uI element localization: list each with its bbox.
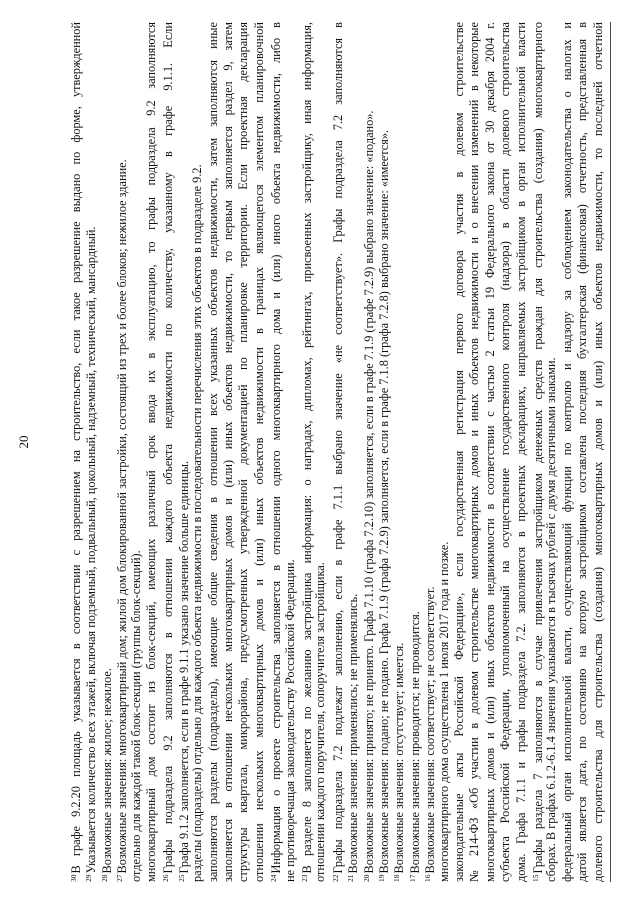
text-line [576, 22, 588, 882]
text-line [453, 22, 465, 882]
line-text: разделы (подразделы) отдельно для каждого объекта недвижимости в последовательности перечисления этих объектов в подразделе 9.2. [190, 164, 205, 882]
line-text: федеральный орган исполнительной власти, осуществляющий функции по контролю и надзору за соблюдением законодательства о налогах и [559, 22, 574, 882]
text-line [407, 22, 421, 882]
line-text: датой является дата, по состоянию на которую застройщиком составлена последняя бухгалтерская (финансовая) отчетность, представленная в [575, 22, 590, 882]
line-text: В графе 9.2.20 площадь указывается в соответствии с разрешением на строительство, если такое разрешение выдано по форме, утвержденной [69, 22, 83, 874]
footnote-number: 25 [176, 874, 186, 882]
footnote-number: 15 [531, 874, 540, 882]
text-line [222, 22, 234, 882]
line-text: многоквартирный дом состоит из блок-секций, имеющих различный срок ввода их в эксплуатацию, то графы подраздела 9.2 заполняются [144, 22, 158, 882]
text-line [114, 22, 128, 882]
line-text: многоквартирных домов и (или) иных объектов недвижимости в соответствии с частью 2 статьи 19 Федерального закона от 30 декабря 2004 г. [482, 22, 497, 882]
footnote-number: 19 [377, 874, 386, 882]
text-line [592, 22, 604, 882]
line-text: субъекта Российской Федерации, уполномоченный на осуществление государственного контроля (надзора) в области долевого строительства [498, 22, 513, 882]
line-text: отношении нескольких многоквартирных домов и (или) иных объектов недвижимости в границах являющегося элементом планировочной [251, 22, 266, 882]
footnote-number: 26 [161, 874, 171, 882]
page-number: 20 [16, 435, 31, 449]
text-line [68, 22, 82, 882]
text-line [330, 22, 344, 882]
text-line [268, 22, 282, 882]
text-line [422, 22, 436, 882]
line-text: Графы раздела 7 заполняются в случае привлечения застройщиком денежных средств граждан для строительства (создания) многоквартирного [531, 22, 545, 874]
text-line [83, 22, 97, 882]
line-text: Возможные значения: подано; не подано. Графа 7.1.9 (графа 7.2.9) заполняется, если в графе 7.1.8 (графа 7.2.8) выбрано значение: «имеется». [377, 129, 391, 874]
line-text: многоквартирного дома осуществлена 1 июля 2017 года и позже. [436, 541, 451, 882]
text-line [207, 22, 219, 882]
line-text: Возможные значения: принято; не принято. Графа 7.1.10 (графа 7.2.10) заполняется, если в графе 7.1.9 (графе 7.2.9) выбрано значение: «подано». [361, 110, 376, 874]
text-line [191, 22, 203, 882]
footnote-number: 24 [269, 874, 279, 882]
line-text: Возможные значения: соответствует; не соответствует. [423, 586, 438, 874]
footnote-number: 16 [423, 874, 433, 882]
line-text: Графа 9.1.2 заполняется, если в графе 9.1.1 указано значение больше единицы. [176, 460, 191, 874]
line-text: Графы подраздела 9.2 заполняются в отношении каждого объекта недвижимости по количеству, указанному в графе 9.1.1. Если [161, 22, 176, 874]
footnote-number: 27 [115, 874, 125, 882]
line-text: Графы подраздела 7.2 подлежат заполнению, если в графе 7.1.1 выбрано значение «не соответствует». Графы подраздела 7.2 заполняются в [330, 22, 345, 874]
footnote-number: 22 [330, 874, 340, 882]
line-text: Информация о проекте строительства заполняется в отношении одного многоквартирного дома и (или) иного объекта недвижимости, либо в [269, 22, 284, 874]
text-line [345, 22, 359, 882]
line-text: Возможные значения: применялись; не применялись. [346, 593, 361, 874]
line-text: структуры квартала, микрорайона, предусмотренных утвержденной документацией по планировке территории. Если проектная декларация [236, 22, 251, 882]
line-text: заполняется в отношении нескольких многоквартирных домов и (или) иных объектов недвижимости, то первым заполняется раздел 9, затем [221, 22, 235, 882]
text-line [237, 22, 249, 882]
text-line [484, 22, 496, 882]
text-line [530, 22, 544, 882]
footnote-number: 23 [300, 874, 309, 882]
line-text: сборах. В графах 6.1.2-6.1.4 значения указываются в тысячах рублей с двумя десятичными знаками. [544, 357, 559, 882]
line-text: В разделе 8 заполняется по желанию застройщика информация: о наградах, дипломах, рейтингах, присвоенных застройщику, иная информация, [300, 22, 314, 874]
line-text: Возможные значения: проводится; не проводится. [407, 611, 422, 874]
text-line [130, 22, 142, 882]
text-line [561, 22, 573, 882]
text-line [468, 22, 480, 882]
text-line [499, 22, 511, 882]
line-text: долевого строительства для строительства (создания) многоквартирных домов и (или) иных объектов недвижимости, то последней отчетной [590, 22, 605, 882]
text-line [160, 22, 174, 882]
text-line [314, 22, 326, 882]
text-line [253, 22, 265, 882]
line-text: Возможные значения: отсутствует; имеется. [392, 642, 407, 874]
line-text: отношении каждого поручителя, сопоручителя застройщика. [313, 562, 328, 882]
line-text: Возможные значения: жилое; нежилое. [99, 668, 114, 874]
footnote-separator-rule [610, 22, 611, 882]
footnote-number: 21 [346, 874, 356, 882]
line-text: № 214-ФЗ «Об участии в долевом строительстве многоквартирных домов и иных объектов недвижимости и о внесении изменений в некоторые [467, 22, 482, 882]
line-text: Возможные значения: многоквартирный дом; жилой дом блокированной застройки, состоящий из трех и более блоков; нежилое здание. [115, 159, 130, 874]
line-text: заполняются разделы (подразделы), имеющие общие сведения в отношении всех указанных объектов недвижимости, затем заполняются иные [205, 22, 220, 882]
line-text: Указывается количество всех этажей, включая подземный, подвальный, цокольный, надземный, технический, мансардный. [84, 226, 99, 874]
text-line [176, 22, 190, 882]
text-line [391, 22, 405, 882]
text-line [545, 22, 557, 882]
line-text: законодательные акты Российской Федерации», если государственная регистрация первого договора участия в долевом строительстве [452, 22, 466, 882]
footnote-number: 28 [99, 874, 109, 882]
footnote-number: 29 [84, 874, 94, 882]
text-line [145, 22, 157, 882]
line-text: не противоречащая законодательству Российской Федерации. [282, 559, 297, 882]
footnotes-text-block [70, 22, 610, 882]
line-text: отдельно для каждой такой блок-секции (группы блок-секций). [128, 550, 143, 882]
text-line [515, 22, 527, 882]
text-line [99, 22, 113, 882]
text-line [284, 22, 296, 882]
text-line [299, 22, 313, 882]
footnote-number: 17 [407, 874, 417, 882]
text-line [438, 22, 450, 882]
footnote-number: 20 [361, 874, 371, 882]
text-line [376, 22, 390, 882]
footnote-number: 30 [69, 874, 78, 882]
footnote-number: 18 [392, 874, 402, 882]
line-text: дома. Графа 7.1.1 и графы подраздела 7.2. заполняются в проектных декларациях, направляемых застройщиком в орган исполнительной власти [513, 22, 528, 882]
text-line [361, 22, 375, 882]
